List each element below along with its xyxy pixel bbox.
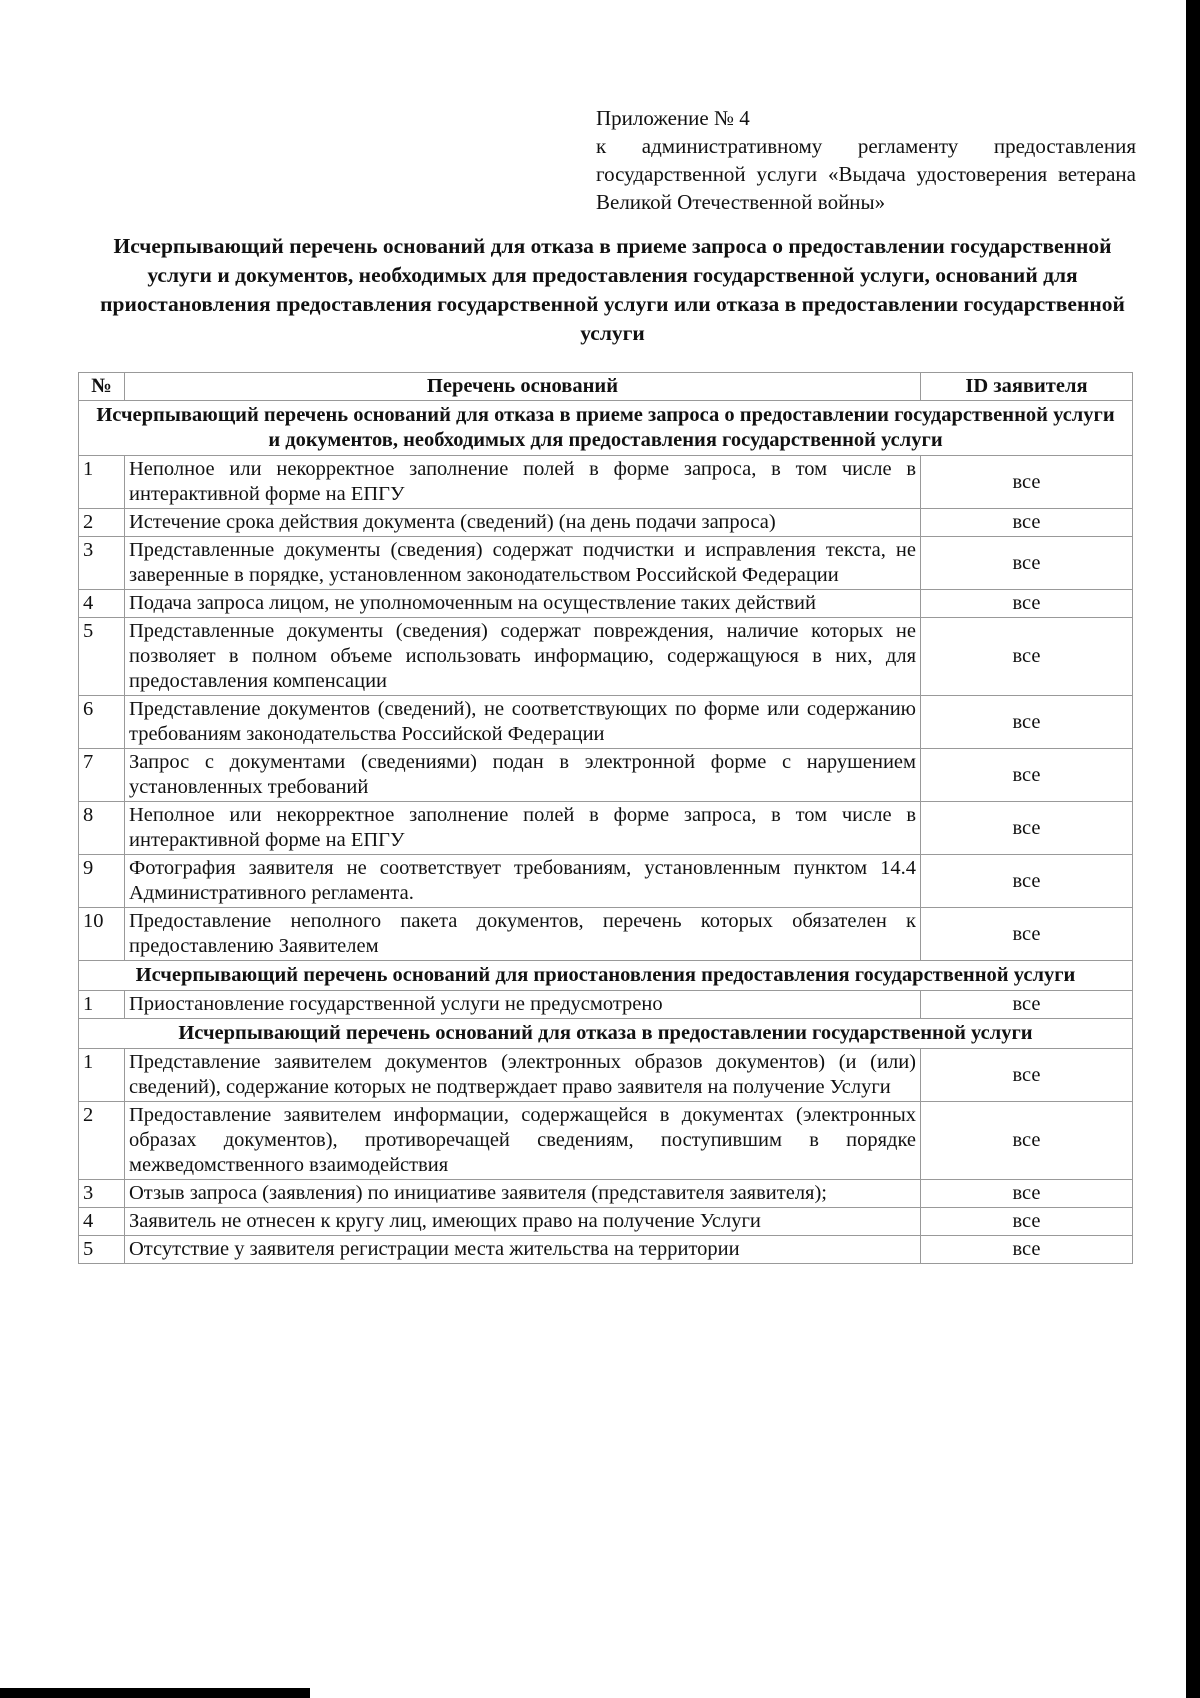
section-title: Исчерпывающий перечень оснований для отказа в предоставлении государственной услуги xyxy=(79,1019,1133,1049)
row-number: 9 xyxy=(79,855,125,908)
row-applicant-id: все xyxy=(921,1208,1133,1236)
table-row xyxy=(79,1102,1133,1180)
row-applicant-id: все xyxy=(921,590,1133,618)
grounds-table xyxy=(78,372,1133,1264)
row-ground-text: Фотография заявителя не соответствует требованиям, установленным пунктом 14.4 Административного регламента. xyxy=(125,855,921,908)
column-header-grounds: Перечень оснований xyxy=(125,373,921,401)
row-number: 2 xyxy=(79,509,125,537)
row-applicant-id: все xyxy=(921,1049,1133,1102)
row-ground-text: Истечение срока действия документа (сведений) (на день подачи запроса) xyxy=(125,509,921,537)
section-title: Исчерпывающий перечень оснований для приостановления предоставления государственной услуги xyxy=(79,961,1133,991)
table-row xyxy=(79,991,1133,1019)
row-ground-text: Представление документов (сведений), не соответствующих по форме или содержанию требованиям законодательства Российской Федерации xyxy=(125,696,921,749)
row-number: 4 xyxy=(79,1208,125,1236)
section-header-row xyxy=(79,961,1133,991)
row-applicant-id: все xyxy=(921,855,1133,908)
table-row xyxy=(79,1180,1133,1208)
row-ground-text: Предоставление неполного пакета документов, перечень которых обязателен к предоставлению Заявителем xyxy=(125,908,921,961)
row-applicant-id: все xyxy=(921,618,1133,696)
scan-edge-bottom xyxy=(0,1688,310,1698)
row-number: 1 xyxy=(79,991,125,1019)
row-number: 1 xyxy=(79,456,125,509)
row-applicant-id: все xyxy=(921,908,1133,961)
row-number: 4 xyxy=(79,590,125,618)
row-applicant-id: все xyxy=(921,1102,1133,1180)
row-ground-text: Запрос с документами (сведениями) подан в электронной форме с нарушением установленных требований xyxy=(125,749,921,802)
table-row xyxy=(79,1236,1133,1264)
row-ground-text: Представленные документы (сведения) содержат повреждения, наличие которых не позволяет в полном объеме использовать информацию, содержащуюся в них, для предоставления компенсации xyxy=(125,618,921,696)
column-header-applicant-id: ID заявителя xyxy=(921,373,1133,401)
table-row xyxy=(79,802,1133,855)
row-applicant-id: все xyxy=(921,991,1133,1019)
row-applicant-id: все xyxy=(921,537,1133,590)
row-ground-text: Предоставление заявителем информации, содержащейся в документах (электронных образах документов), противоречащей сведениям, поступившим в порядке межведомственного взаимодействия xyxy=(125,1102,921,1180)
appendix-number: Приложение № 4 xyxy=(596,106,750,130)
document-title: Исчерпывающий перечень оснований для отказа в приеме запроса о предоставлении государственной услуги и документов, необходимых для предоставления государственной услуги, оснований для приостановления предоставления государственной услуги или отказа в предоставлении государственной услуги xyxy=(100,234,1125,345)
row-ground-text: Отзыв запроса (заявления) по инициативе заявителя (представителя заявителя); xyxy=(125,1180,921,1208)
row-number: 5 xyxy=(79,618,125,696)
scan-edge-right xyxy=(1186,0,1200,1698)
appendix-header xyxy=(596,104,1136,216)
row-applicant-id: все xyxy=(921,802,1133,855)
table-row xyxy=(79,509,1133,537)
row-applicant-id: все xyxy=(921,456,1133,509)
table-row xyxy=(79,908,1133,961)
row-ground-text: Заявитель не отнесен к кругу лиц, имеющих право на получение Услуги xyxy=(125,1208,921,1236)
table-row xyxy=(79,855,1133,908)
row-ground-text: Отсутствие у заявителя регистрации места жительства на территории xyxy=(125,1236,921,1264)
table-row xyxy=(79,537,1133,590)
row-ground-text: Неполное или некорректное заполнение полей в форме запроса, в том числе в интерактивной форме на ЕПГУ xyxy=(125,456,921,509)
row-number: 1 xyxy=(79,1049,125,1102)
row-number: 3 xyxy=(79,537,125,590)
section-header-row xyxy=(79,1019,1133,1049)
row-applicant-id: все xyxy=(921,696,1133,749)
table-row xyxy=(79,749,1133,802)
row-ground-text: Подача запроса лицом, не уполномоченным на осуществление таких действий xyxy=(125,590,921,618)
table-row xyxy=(79,696,1133,749)
row-applicant-id: все xyxy=(921,749,1133,802)
row-number: 6 xyxy=(79,696,125,749)
row-number: 5 xyxy=(79,1236,125,1264)
appendix-reference: к административному регламенту предоставления государственной услуги «Выдача удостоверения ветерана Великой Отечественной войны» xyxy=(596,134,1136,214)
section-title: Исчерпывающий перечень оснований для отказа в приеме запроса о предоставлении государственной услуги и документов, необходимых для предоставления государственной услуги xyxy=(79,401,1133,456)
row-number: 7 xyxy=(79,749,125,802)
row-ground-text: Представление заявителем документов (электронных образов документов) (и (или) сведений), содержание которых не подтверждает право заявителя на получение Услуги xyxy=(125,1049,921,1102)
row-ground-text: Неполное или некорректное заполнение полей в форме запроса, в том числе в интерактивной форме на ЕПГУ xyxy=(125,802,921,855)
table-row xyxy=(79,1049,1133,1102)
row-ground-text: Приостановление государственной услуги не предусмотрено xyxy=(125,991,921,1019)
row-applicant-id: все xyxy=(921,1236,1133,1264)
section-header-row xyxy=(79,401,1133,456)
table-row xyxy=(79,456,1133,509)
row-number: 2 xyxy=(79,1102,125,1180)
row-applicant-id: все xyxy=(921,1180,1133,1208)
column-header-number: № xyxy=(79,373,125,401)
row-ground-text: Представленные документы (сведения) содержат подчистки и исправления текста, не заверенные в порядке, установленном законодательством Российской Федерации xyxy=(125,537,921,590)
row-number: 10 xyxy=(79,908,125,961)
row-applicant-id: все xyxy=(921,509,1133,537)
row-number: 3 xyxy=(79,1180,125,1208)
table-row xyxy=(79,1208,1133,1236)
table-header-row xyxy=(79,373,1133,401)
table-row xyxy=(79,618,1133,696)
row-number: 8 xyxy=(79,802,125,855)
table-row xyxy=(79,590,1133,618)
